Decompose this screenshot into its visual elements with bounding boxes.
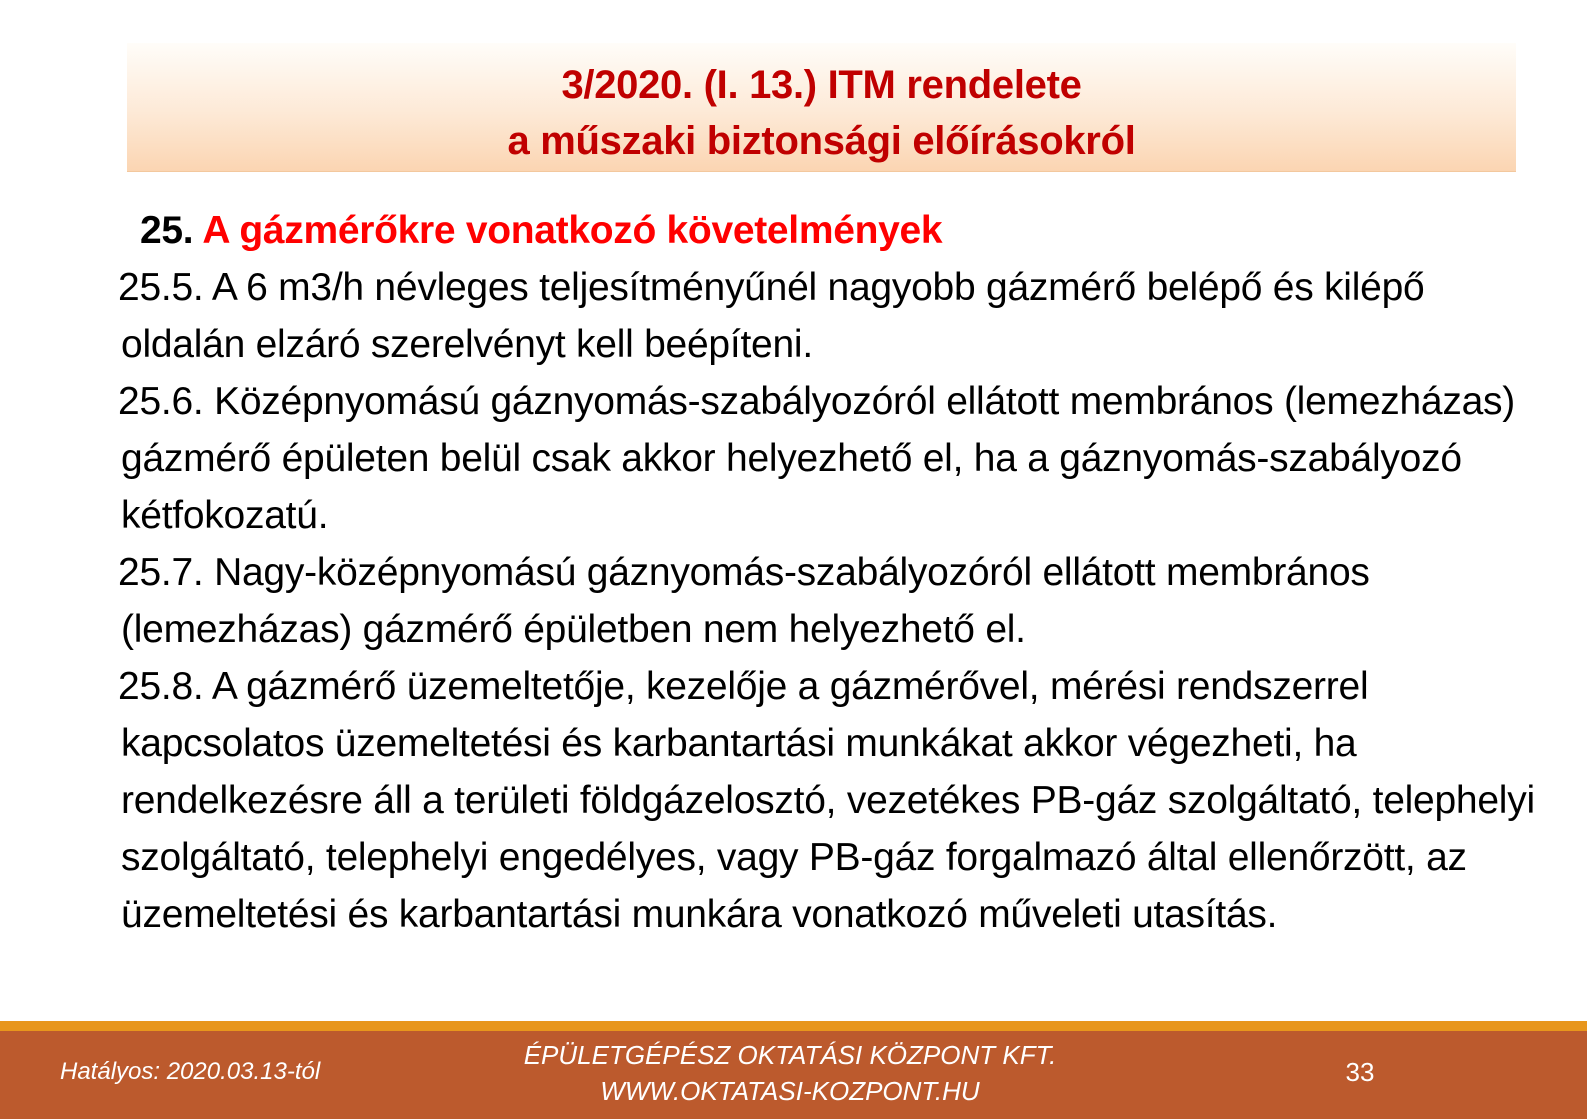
section-title: A gázmérőkre vonatkozó követelmények [202,209,943,252]
paragraph-25-5: 25.5. A 6 m3/h névleges teljesítményűnél nagyobb gázmérő belépő és kilépő oldalán elzáró szerelvényt kell beépíteni. [118,266,1425,366]
paragraph-25-7: 25.7. Nagy-középnyomású gáznyomás-szabályozóról ellátott membrános (lemezházas) gázmérő épületben nem helyezhető el. [118,551,1370,651]
slide-content [118,202,1558,943]
footer-effective-date: Hatályos: 2020.03.13-tól [60,1058,321,1085]
footer-accent-line [0,1021,1587,1031]
footer-website: WWW.OKTATASI-KOZPONT.HU [600,1076,980,1106]
slide-title-line-1: 3/2020. (I. 13.) ITM rendelete [561,63,1082,107]
section-number: 25. [140,209,194,252]
slide-footer [0,1031,1587,1119]
paragraph-25-8: 25.8. A gázmérő üzemeltetője, kezelője a gázmérővel, mérési rendszerrel kapcsolatos üzemeltetési és karbantartási munkákat akkor végezheti, ha rendelkezésre áll a területi földgázelosztó, vezetékes PB-gáz szolgáltató, telephelyi szolgáltató, telephelyi engedélyes, vagy PB-gáz forgalmazó által ellenőrzött, az üzemeltetési és karbantartási munkára vonatkozó műveleti utasítás. [118,665,1535,936]
section-heading [118,202,1558,259]
paragraph-25-6: 25.6. Középnyomású gáznyomás-szabályozóról ellátott membrános (lemezházas) gázmérő épületen belül csak akkor helyezhető el, ha a gáznyomás-szabályozó kétfokozatú. [118,380,1516,537]
page-number: 33 [1345,1057,1375,1087]
footer-company-name: ÉPÜLETGÉPÉSZ OKTATÁSI KÖZPONT KFT. [523,1040,1057,1070]
slide-title-band [127,43,1516,172]
slide-title-line-2: a műszaki biztonsági előírásokról [507,119,1136,163]
footer-company-block [440,1037,1140,1109]
